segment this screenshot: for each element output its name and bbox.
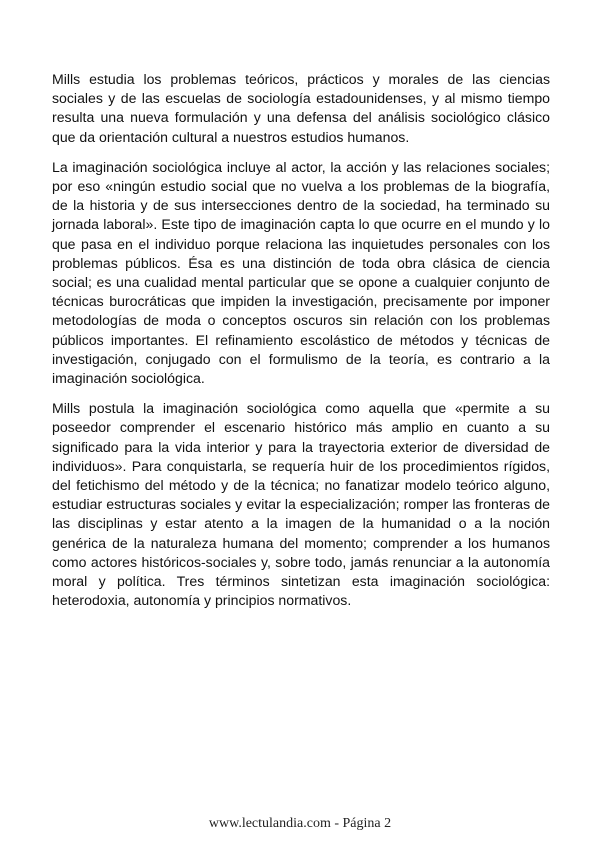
page-footer: www.lectulandia.com - Página 2 (208, 816, 392, 831)
paragraph-3: Mills postula la imaginación sociológica como aquella que «permite a su poseedor comprender el escenario histórico más amplio en cuanto a su significado para la vida interior y para la trayectoria exterior de diversidad de individuos». Para conquistarla, se requería huir de los procedimientos rígidos, del fetichismo del método y de la técnica; no fanatizar modelo teórico alguno, estudiar estructuras sociales y evitar la especialización; romper las fronteras de las disciplinas y estar atento a la imagen de la humanidad o a la noción genérica de la naturaleza humana del momento; comprender a los humanos como actores históricos-sociales y, sobre todo, jamás renunciar a la autonomía moral y política. Tres términos sintetizan esta imaginación sociológica: heterodoxia, autonomía y principios normativos. (52, 400, 550, 609)
paragraph-2: La imaginación sociológica incluye al actor, la acción y las relaciones sociales; por eso «ningún estudio social que no vuelva a los problemas de la biografía, de la historia y de sus intersecciones dentro de la sociedad, ha terminado su jornada laboral». Este tipo de imaginación capta lo que ocurre en el mundo y lo que pasa en el individuo porque relaciona las inquietudes personales con los problemas públicos. Ésa es una distinción de toda obra clásica de ciencia social; es una cualidad mental particular que se opone a cualquier conjunto de técnicas burocráticas que impiden la investigación, precisamente por imponer metodologías de moda o conceptos oscuros sin relación con los problemas públicos importantes. El refinamiento escolástico de métodos y técnicas de investigación, conjugado con el formulismo de la teoría, es contrario a la imaginación sociológica. (52, 158, 550, 387)
paragraph-1: Mills estudia los problemas teóricos, prácticos y morales de las ciencias sociales y de las escuelas de sociología estadounidenses, y al mismo tiempo resulta una nueva formulación y una defensa del análisis sociológico clásico que da orientación cultural a nuestros estudios humanos. (52, 71, 550, 145)
body-text (52, 70, 550, 621)
